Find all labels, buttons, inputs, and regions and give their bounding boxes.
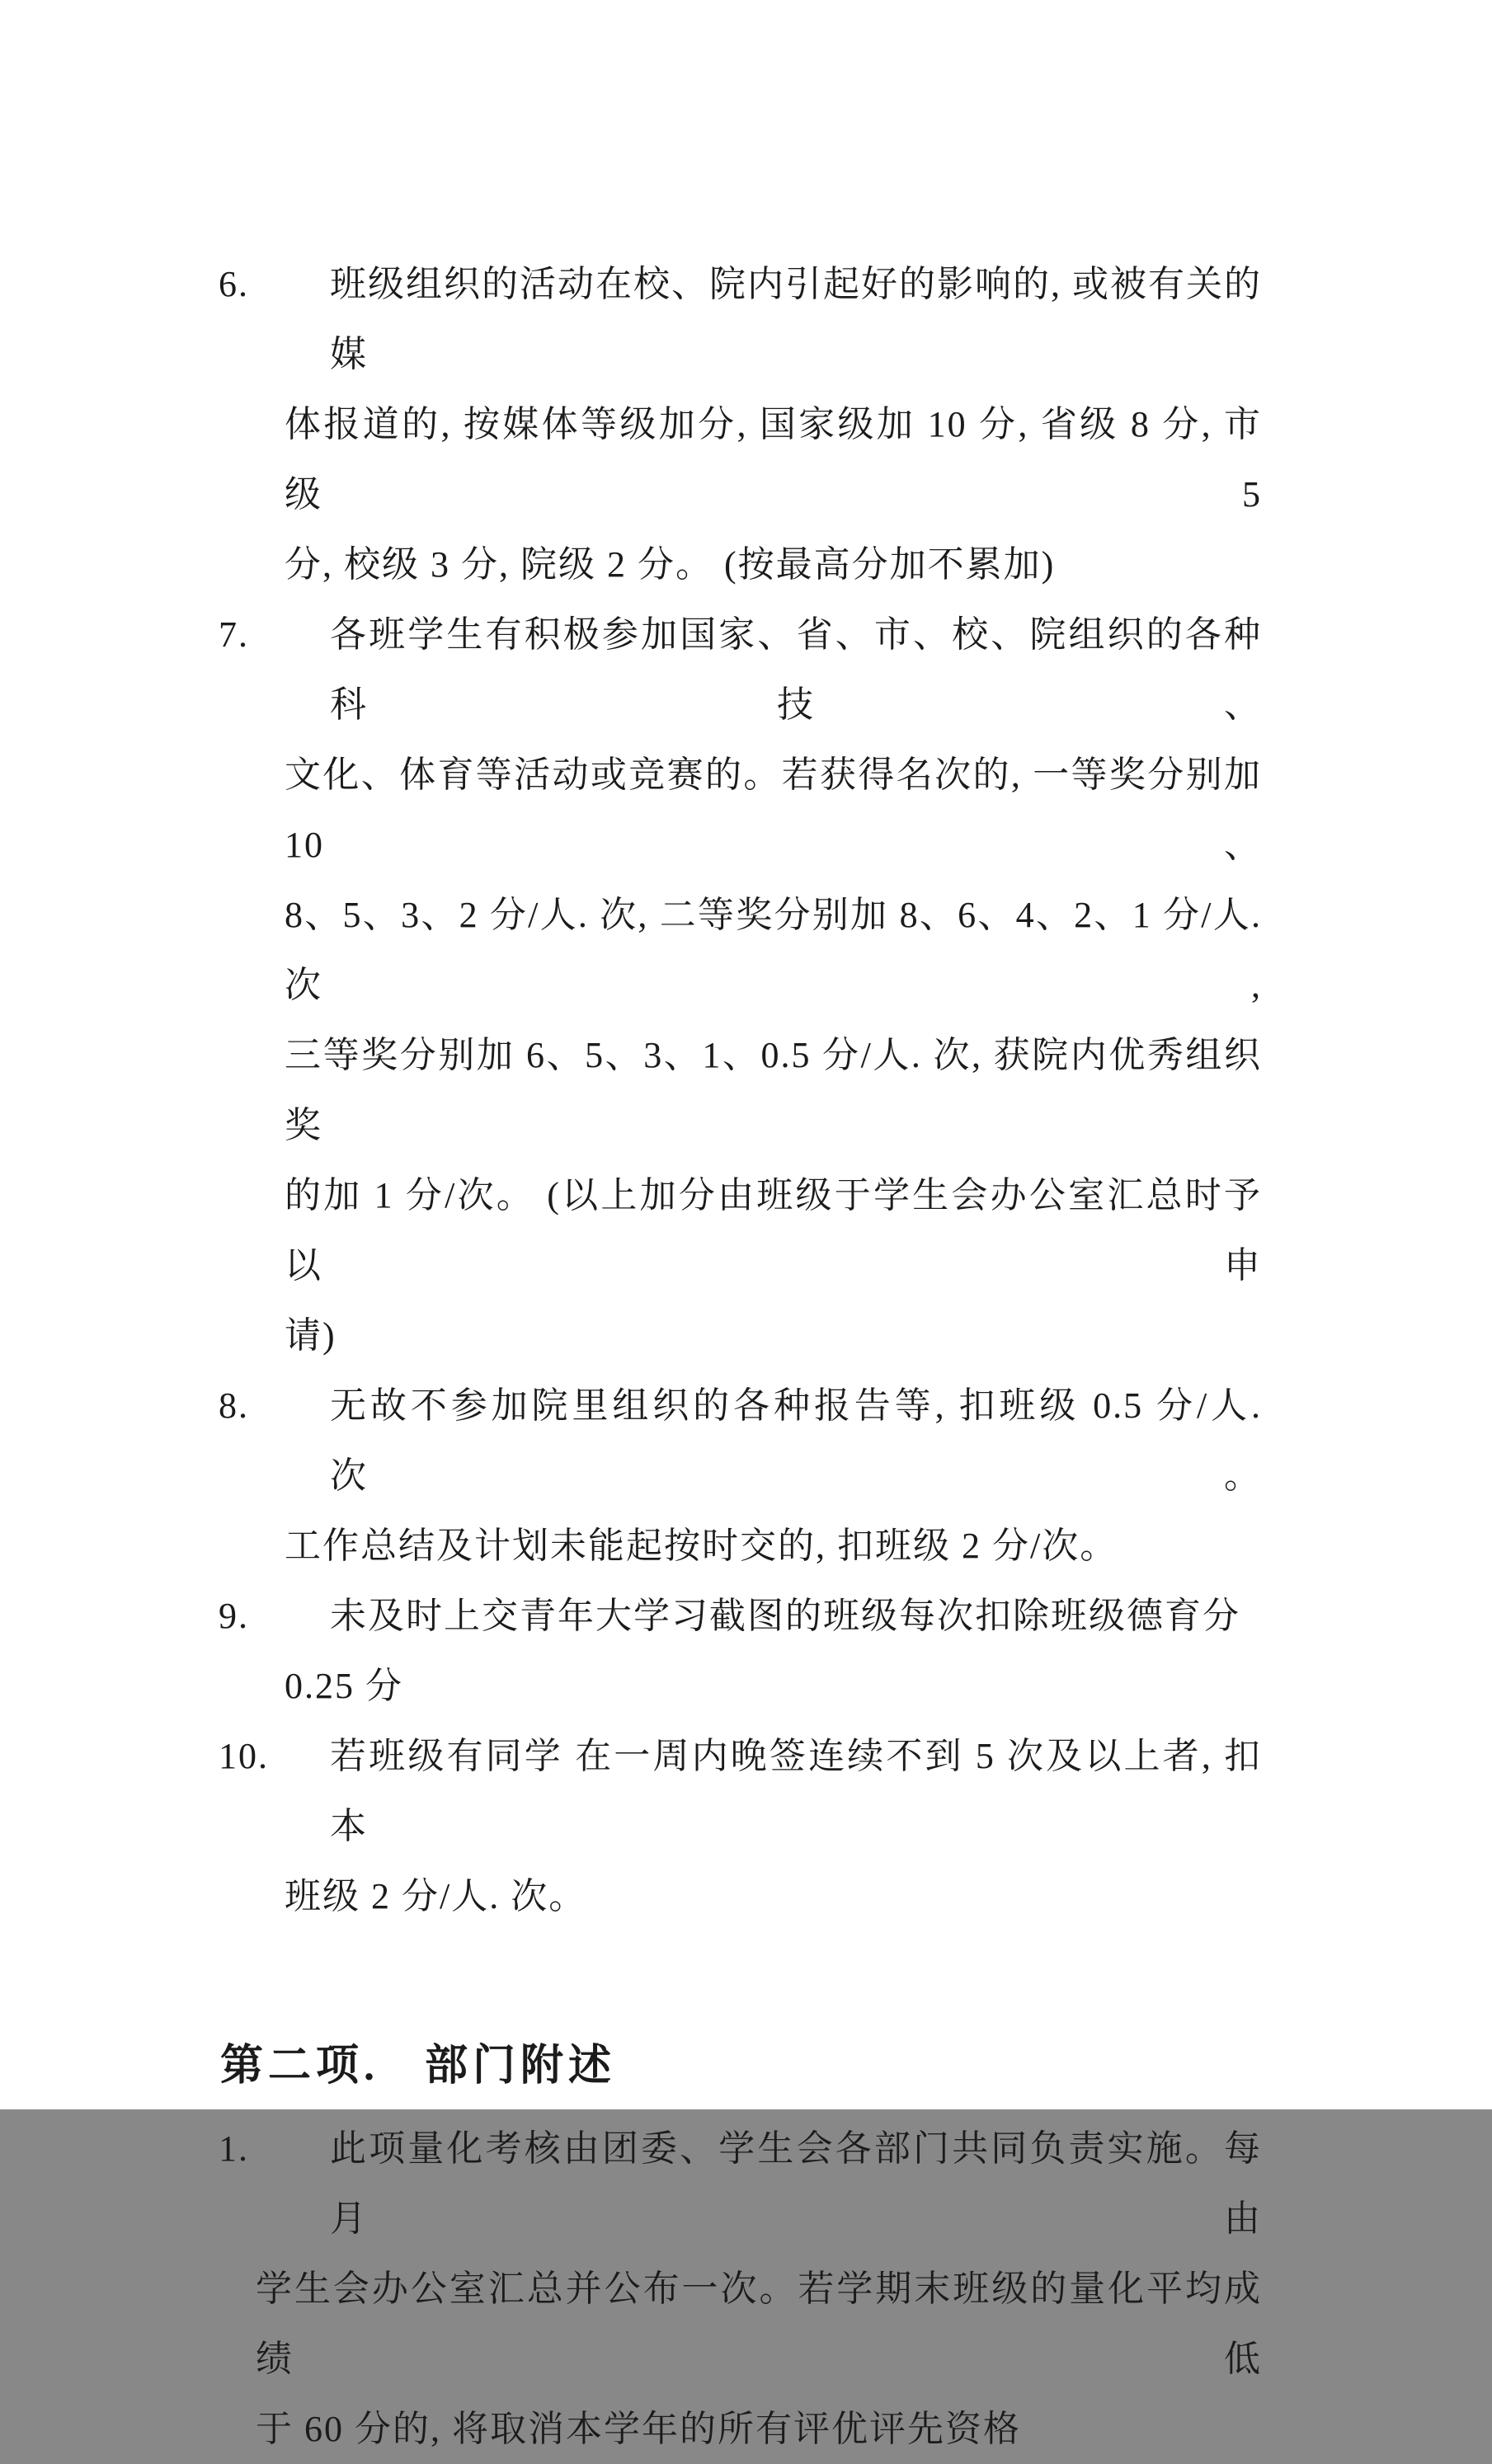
item-line: 班级组织的活动在校、院内引起好的影响的, 或被有关的媒 bbox=[330, 264, 1262, 374]
item-number: 9. bbox=[219, 1596, 249, 1636]
item-line: 分, 校级 3 分, 院级 2 分。 (按最高分加不累加) bbox=[285, 544, 1056, 585]
ordered-item-6 bbox=[0, 249, 1262, 600]
section-2 bbox=[0, 2114, 1262, 2464]
item-number: 10. bbox=[219, 1736, 269, 1776]
ordered-item-10 bbox=[0, 1721, 1262, 1931]
item-line: 学生会办公室汇总并公布一次。若学期末班级的量化平均成绩低 bbox=[256, 2269, 1262, 2379]
item-number: 6. bbox=[219, 264, 249, 304]
ordered-item-8 bbox=[0, 1371, 1262, 1581]
item-line: 各班学生有积极参加国家、省、市、校、院组织的各种科技、 bbox=[330, 614, 1262, 725]
heading-title: 部门附述 bbox=[425, 2043, 617, 2090]
item-line: 未及时上交青年大学习截图的班级每次扣除班级德育分 bbox=[330, 1596, 1240, 1636]
item-number: 7. bbox=[219, 614, 249, 655]
item-line: 三等奖分别加 6、5、3、1、0.5 分/人. 次, 获院内优秀组织奖 bbox=[285, 1035, 1262, 1145]
item-line: 班级 2 分/人. 次。 bbox=[285, 1876, 587, 1916]
ordered-item-9 bbox=[0, 1581, 1262, 1721]
document-body bbox=[0, 249, 1262, 2464]
item-line: 0.25 分 bbox=[285, 1666, 403, 1706]
item-line: 体报道的, 按媒体等级加分, 国家级加 10 分, 省级 8 分, 市级 5 bbox=[285, 404, 1262, 515]
item-line: 文化、体育等活动或竞赛的。若获得名次的, 一等奖分别加 10、 bbox=[285, 755, 1262, 865]
item-line: 无故不参加院里组织的各种报告等, 扣班级 0.5 分/人. 次。 bbox=[330, 1385, 1262, 1496]
heading-number: 第二项. bbox=[220, 2043, 380, 2090]
item-line: 的加 1 分/次。 (以上加分由班级于学生会办公室汇总时予以申 bbox=[285, 1175, 1262, 1286]
ordered-item-1 bbox=[0, 2114, 1262, 2464]
item-number: 1. bbox=[219, 2128, 249, 2169]
item-line: 工作总结及计划未能起按时交的, 扣班级 2 分/次。 bbox=[285, 1526, 1118, 1566]
section-heading bbox=[0, 2027, 1262, 2105]
item-line: 此项量化考核由团委、学生会各部门共同负责实施。每月由 bbox=[330, 2128, 1262, 2239]
ordered-item-7 bbox=[0, 600, 1262, 1371]
item-line: 8、5、3、2 分/人. 次, 二等奖分别加 8、6、4、2、1 分/人. 次, bbox=[285, 895, 1262, 1005]
item-line: 请) bbox=[285, 1315, 337, 1356]
item-line: 若班级有同学 在一周内晚签连续不到 5 次及以上者, 扣本 bbox=[330, 1736, 1262, 1846]
item-number: 8. bbox=[219, 1385, 249, 1426]
item-line: 于 60 分的, 将取消本学年的所有评优评先资格 bbox=[256, 2409, 1021, 2449]
